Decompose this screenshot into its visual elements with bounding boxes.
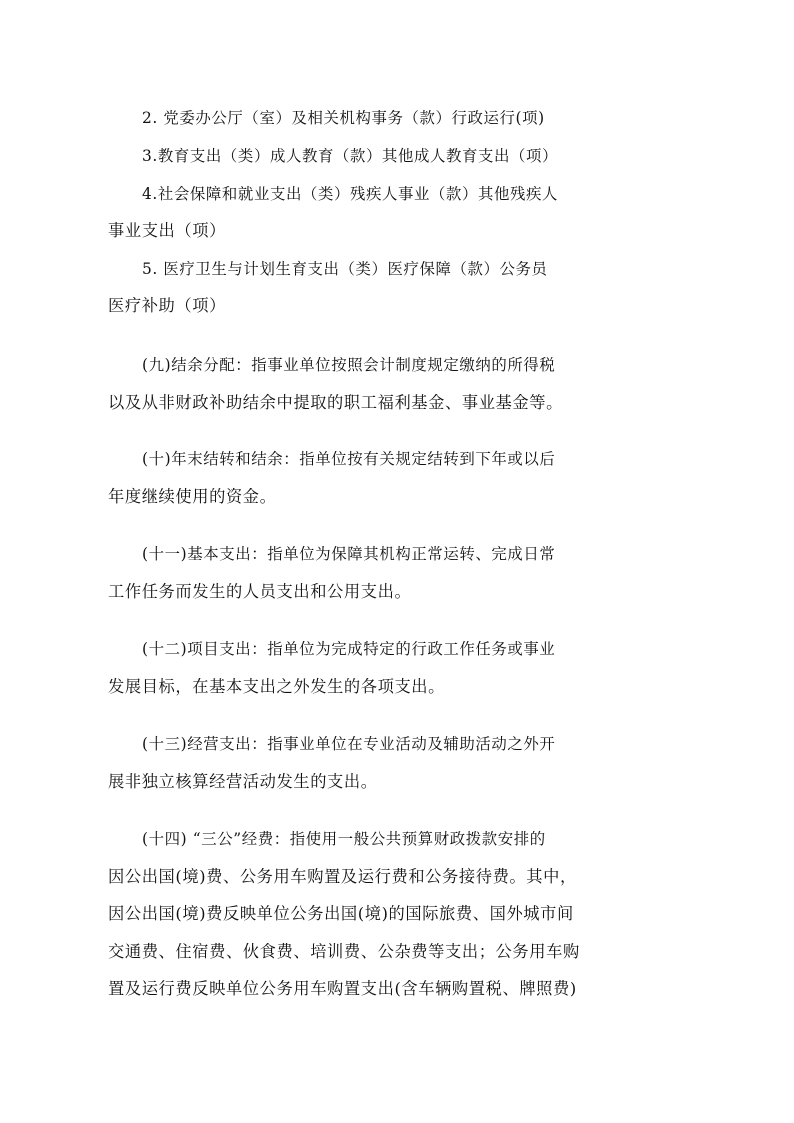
definition-text: 经营支出：指事业单位在专业活动及辅助活动之外开 [187,735,556,753]
definition-label: (十) [142,450,172,468]
definition-14-line-1 [142,820,794,858]
item-5-continued: 医疗补助（项） [108,296,226,315]
definition-11-line-1 [142,535,794,573]
item-number: 4. [142,185,158,203]
definition-text: “三公”经费：指使用一般公共预算财政拨款安排的 [192,830,546,848]
definition-text: 结余分配：指事业单位按照会计制度规定缴纳的所得税 [171,356,556,374]
definition-label: (十二) [142,640,188,658]
item-number: 3. [142,147,158,165]
item-text: 医疗卫生与计划生育支出（类）医疗保障（款）公务员 [163,260,548,278]
definition-14-line-2: 因公出国(境)费、公务用车购置及运行费和公务接待费。其中， [108,867,577,886]
definition-label: (十一) [142,545,188,563]
definition-13-line-2: 展非独立核算经营活动发生的支出。 [108,772,378,791]
definition-11-line-2: 工作任务而发生的人员支出和公用支出。 [108,582,412,601]
definition-10-line-2: 年度继续使用的资金。 [108,487,277,506]
definition-10-line-1 [142,440,794,478]
definition-12-line-2: 发展目标，在基本支出之外发生的各项支出。 [108,677,445,696]
definition-text: 基本支出：指单位为保障其机构正常运转、完成日常 [187,545,556,563]
item-text: 教育支出（类）成人教育（款）其他成人教育支出（项） [157,147,559,165]
definition-13-line-1 [142,725,794,763]
definition-14-line-4: 交通费、住宿费、伙食费、培训费、公杂费等支出；公务用车购 [108,942,580,961]
definition-9-line-1 [142,346,794,384]
item-text: 党委办公厅（室）及相关机构事务（款）行政运行(项) [163,109,545,127]
definition-label: (十三) [142,735,188,753]
item-3 [142,137,794,175]
definition-12-line-1 [142,630,794,668]
definition-label: (十四) [142,830,188,848]
item-2 [142,99,794,137]
item-text: 社会保障和就业支出（类）残疾人事业（款）其他残疾人 [157,185,559,203]
item-4-continued: 事业支出（项） [108,221,226,240]
definition-label: (九) [142,356,172,374]
definition-text: 项目支出：指单位为完成特定的行政工作任务或事业 [187,640,556,658]
item-number: 5. [142,260,158,278]
definition-14-line-5: 置及运行费反映单位公务用车购置支出(含车辆购置税、牌照费) [108,979,577,998]
definition-14-line-3: 因公出国(境)费反映单位公务出国(境)的国际旅费、国外城市间 [108,904,574,923]
item-4 [142,175,794,213]
item-5 [142,250,794,288]
definition-9-line-2: 以及从非财政补助结余中提取的职工福利基金、事业基金等。 [108,393,563,412]
definition-text: 年末结转和结余：指单位按有关规定结转到下年或以后 [171,450,556,468]
item-number: 2. [142,109,158,127]
